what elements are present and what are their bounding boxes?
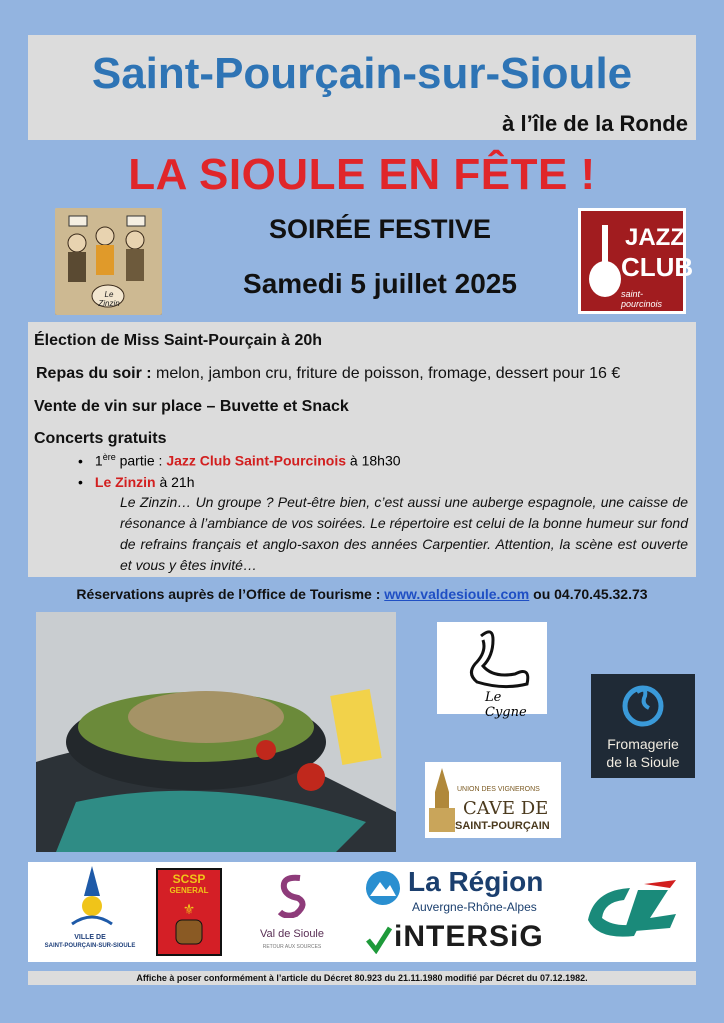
concert-1-bullet <box>78 452 401 469</box>
election-line: Élection de Miss Saint-Pourçain à 20h <box>34 332 323 349</box>
scsp-line2: GENERAL <box>169 886 209 895</box>
credit-agricole-logo <box>584 874 680 954</box>
food-photo <box>36 612 396 852</box>
credit-agricole-icon <box>584 874 680 944</box>
ville-logo <box>40 866 140 958</box>
val-de-sioule-text: Val de Sioule <box>259 928 324 940</box>
concert-1-sup: ère <box>102 452 116 462</box>
church-tower-icon <box>429 768 455 832</box>
ville-line2: SAINT-POURÇAIN-SUR-SIOULE <box>44 943 136 949</box>
concert-2-time: à 21h <box>155 474 195 490</box>
header-panel <box>28 35 696 140</box>
event-title: LA SIOULE EN FÊTE ! <box>128 150 596 199</box>
reservations-line <box>0 586 724 602</box>
scsp-logo <box>156 868 222 956</box>
bullet-icon: • <box>78 474 83 490</box>
wine-line: Vente de vin sur place – Buvette et Snack <box>34 398 349 415</box>
concert-1-mid: partie : <box>115 452 167 469</box>
cave-line1: CAVE DE <box>463 798 549 819</box>
intersig-check-icon <box>366 924 392 954</box>
cave-logo <box>425 762 561 838</box>
concert-2-description: Le Zinzin… Un groupe ? Peut-être bien, c’est aussi une auberge espagnole, une caisse de résonance à l’ambiance de vos soirées. Le répertoire est celui de la bonne humeur sur fond de refrains français et anglo-saxon des années Carpentier. Attention, la scène est ouverte et vous y êtes invité… <box>120 494 688 573</box>
region-subtitle: Auvergne-Rhône-Alpes <box>412 900 537 914</box>
ville-line1: VILLE DE <box>74 934 106 941</box>
jazz-subtitle: saint-pourcinois <box>621 289 663 309</box>
val-de-sioule-s-icon <box>274 872 310 918</box>
svg-text:⚜: ⚜ <box>182 901 196 917</box>
val-de-sioule-sub: RETOUR AUX SOURCES <box>262 944 322 950</box>
fromagerie-logo <box>591 674 695 778</box>
region-mountain-icon <box>364 870 402 906</box>
fromagerie-line2: de la Sioule <box>606 754 680 770</box>
jazz-word: JAZZ <box>625 224 685 251</box>
credit-agricole-label <box>584 874 585 875</box>
concert-2-bullet <box>78 474 195 490</box>
meal-label: Repas du soir : <box>36 365 152 382</box>
event-date: Samedi 5 juillet 2025 <box>243 268 517 299</box>
club-word: CLUB <box>621 252 694 282</box>
region-title: La Région <box>408 866 544 897</box>
scsp-line1: SCSP <box>172 872 206 886</box>
fromagerie-line1: Fromagerie <box>607 736 679 752</box>
footer-logos-panel <box>28 862 696 962</box>
ville-emblem-icon <box>70 866 114 930</box>
swan-icon <box>453 626 533 692</box>
le-cygne-logo <box>437 622 547 720</box>
double-bass-icon <box>585 221 625 301</box>
intersig-text: iNTERSiG <box>394 920 544 953</box>
cave-union-text: UNION DES VIGNERONS <box>457 786 540 793</box>
meal-text: melon, jambon cru, friture de poisson, fromage, dessert pour 16 € <box>151 365 621 382</box>
reservations-phone: ou 04.70.45.32.73 <box>529 586 648 602</box>
concert-2-band: Le Zinzin <box>94 474 156 490</box>
val-de-sioule-logo <box>246 872 338 956</box>
concert-1-prefix: 1 <box>94 452 103 469</box>
meal-line <box>36 365 620 383</box>
concert-1-time: à 18h30 <box>346 452 401 469</box>
event-subtitle: SOIRÉE FESTIVE <box>268 214 492 244</box>
band-drum-label: Le Zinzin <box>98 290 120 308</box>
jazz-club-logo <box>578 208 694 314</box>
program-panel <box>28 322 696 577</box>
tourism-website-link[interactable]: www.valdesioule.com <box>384 586 530 602</box>
town-title: Saint-Pourçain-sur-Sioule <box>91 49 633 98</box>
bullet-icon: • <box>78 452 83 469</box>
le-cygne-text: Le Cygne <box>485 690 527 720</box>
fromagerie-s-icon <box>621 682 665 728</box>
barrel-icon <box>172 900 206 948</box>
legal-notice: Affiche à poser conformément à l’article du Décret 80.923 du 21.11.1980 modifié par Décret du 07.12.1982. <box>28 971 696 985</box>
location-text: à l’île de la Ronde <box>502 111 688 136</box>
reservations-prefix: Réservations auprès de l’Office de Tourisme : <box>76 586 385 602</box>
concerts-heading: Concerts gratuits <box>34 430 167 447</box>
cave-line2: SAINT-POURÇAIN <box>455 820 550 832</box>
region-intersig-logos <box>362 866 558 958</box>
concert-1-band: Jazz Club Saint-Pourcinois <box>166 452 347 469</box>
band-illustration <box>55 208 162 315</box>
fried-fish-dish-icon <box>36 612 396 852</box>
